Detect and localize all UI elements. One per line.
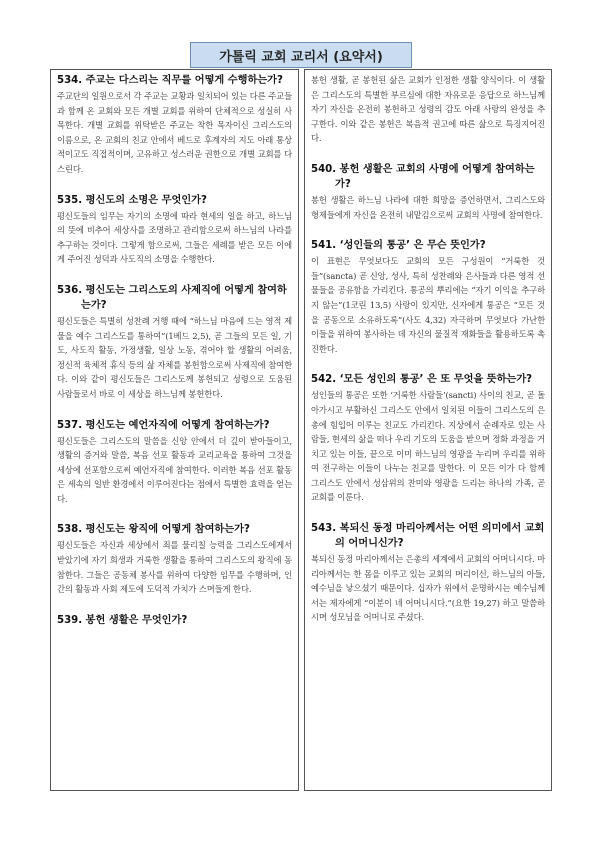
answer-text: 봉헌 생활, 곧 봉헌된 삶은 교회가 인정한 생활 양식이다. 이 생활은 그리스도의 특별한 부르심에 대한 자유로운 응답으로 하느님께 자기 자신을 온전히 봉헌하고 성령의 감도 아래 사랑의 완성을 추구한다. 이와 같은 봉헌은 복음적 권고에 따른 삶으로 특징지어진다. [311, 75, 545, 144]
question-heading: 536. 평신도는 그리스도의 사제직에 어떻게 참여하는가? [57, 284, 287, 311]
answer-text: 평신도들의 임무는 자기의 소명에 따라 현세의 일을 하고, 하느님의 뜻에 비추어 세상사를 조명하고 관리함으로써 하느님의 나라를 추구하는 것이다. 그렇게 함으로써, 그들은 세례를 받은 모든 이에게 주어진 성덕과 사도직의 소명을 수행한다. [57, 210, 292, 265]
answer-text: 봉헌 생활은 하느님 나라에 대한 희망을 증언하면서, 그리스도와 형제들에게 자신을 온전히 내맡김으로써 교회의 사명에 참여한다. [311, 194, 545, 220]
section-538 [57, 522, 292, 596]
answer-text: 복되신 동정 마리아께서는 은총의 세계에서 교회의 어머니시다. 마리아께서는 한 몸을 이루고 있는 교회의 머리이신, 하느님의 아들, 예수님을 낳으셨기 때문이다. 십자가 위에서 운명하시는 예수님께서는 제자에게 “이분이 네 어머니시다.”(요한 19,27) 하고 말씀하시며 성모님을 어머니로 주셨다. [311, 554, 546, 623]
answer-text: 평신도들은 특별히 성찬례 거행 때에 “하느님 마음에 드는 영적 제물을 예수 그리스도를 통하여”(1베드 2,5), 곧 그들의 모든 일, 기도, 사도직 활동, 가정생활, 일상 노동, 겪어야 할 생활의 어려움, 정신적 육체적 휴식 등의 삶 자체를 봉헌함으로써 사제직에 참여한다. 이와 같이 평신도들은 그리스도께 봉헌되고 성령으로 도움된 사람들로서 바로 이 세상을 하느님께 봉헌한다. [57, 315, 292, 399]
section-535 [57, 193, 292, 267]
question-heading: 534. 주교는 다스리는 직무를 어떻게 수행하는가? [57, 75, 283, 86]
answer-text: 이 표현은 무엇보다도 교회의 모든 구성원이 “거룩한 것들”(sancta) 곧 신앙, 성사, 특히 성찬례와 은사들과 다른 영적 선물들을 공유함을 가리킨다. 통공의 뿌리에는 “자기 이익을 추구하지 않는”(1코린 13,5) 사랑이 있지만, 신자에게 통공은 “모든 것을 공동으로 소유하도록”(사도 4,32) 자극하며 무엇보다 가난한 이들을 위하여 봉사하는 데 자신의 물질적 재화들을 활용하도록 촉진한다. [311, 256, 546, 354]
page-title: 가톨릭 교회 교리서 (요약서) [190, 42, 412, 68]
question-heading: 537. 평신도는 예언자직에 어떻게 참여하는가? [57, 419, 270, 431]
answer-text: 평신도들은 그리스도의 말씀을 신앙 안에서 더 깊이 받아들이고, 생활의 증거와 말씀, 복음 선포 활동과 교리교육을 통하여 그것을 세상에 선포함으로써 예언자직에 참여한다. 이러한 복음 선포 활동은 세속의 일반 환경에서 이루어진다는 점에서 특별한 효력을 얻는다. [57, 435, 292, 504]
question-heading: 541. ‘성인들의 통공’ 은 무슨 뜻인가? [311, 240, 486, 252]
question-heading: 543. 복되신 동정 마리아께서는 어떤 의미에서 교회의 어머니신가? [311, 523, 545, 550]
question-heading: 542. ‘모든 성인의 통공’ 은 또 무엇을 뜻하는가? [311, 374, 533, 386]
left-column [50, 69, 299, 791]
answer-text: 주교단의 일원으로서 각 주교는 교황과 일치되어 있는 다른 주교들과 함께 온 교회와 모든 개별 교회를 위하여 단체적으로 성실히 사목한다. 개별 교회를 위탁받은 주교는 착한 목자이신 그리스도의 이름으로, 온 교회의 친교 안에서 베드로 후계자의 지도 아래 통상적이고도 직접적이며, 고유하고 성스러운 권한으로 개별 교회를 다스린다. [57, 91, 292, 174]
question-heading: 538. 평신도는 왕직에 어떻게 참여하는가? [57, 524, 250, 536]
section-541 [311, 238, 545, 356]
right-column [304, 69, 552, 791]
question-heading: 535. 평신도의 소명은 무엇인가? [57, 194, 207, 206]
section-539-continued [311, 73, 545, 146]
answer-text: 평신도들은 자신과 세상에서 죄를 물리칠 능력을 그리스도에게서 받았기에 자기 희생과 거룩한 생활을 통하여 그리스도의 왕직에 동참한다. 그들은 공동체 봉사를 위하여 다양한 임무를 수행하며, 인간의 활동과 사회 제도에 도덕적 가치가 스며들게 한다. [57, 540, 292, 595]
section-540 [311, 162, 545, 222]
section-543 [311, 521, 545, 625]
section-537 [57, 418, 292, 507]
answer-text: 성인들의 통공은 또한 ‘거룩한 사람들’(sancti) 사이의 친교, 곧 돌아가시고 부활하신 그리스도 안에서 일치된 이들이 그리스도의 은총에 힘입어 이루는 친교도 가리킨다. 지상에서 순례자로 있는 사람들, 현세의 삶을 떠나 우리 기도의 도움을 받으며 정화 과정을 거치고 있는 이들, 끝으로 이미 하느님의 영광을 누리며 우리를 위하여 전구하는 이들이 나누는 친교를 말한다. 이 모든 이가 다 함께 그리스도 안에서 성삼위의 찬미와 영광을 드리는 하나의 가족, 곧 교회를 이룬다. [311, 390, 545, 503]
section-542 [311, 372, 545, 505]
question-heading: 540. 봉헌 생활은 교회의 사명에 어떻게 참여하는가? [311, 163, 535, 190]
section-536 [57, 283, 292, 402]
section-534 [57, 73, 292, 177]
section-539 [57, 613, 292, 628]
question-heading: 539. 봉헌 생활은 무엇인가? [57, 614, 188, 626]
